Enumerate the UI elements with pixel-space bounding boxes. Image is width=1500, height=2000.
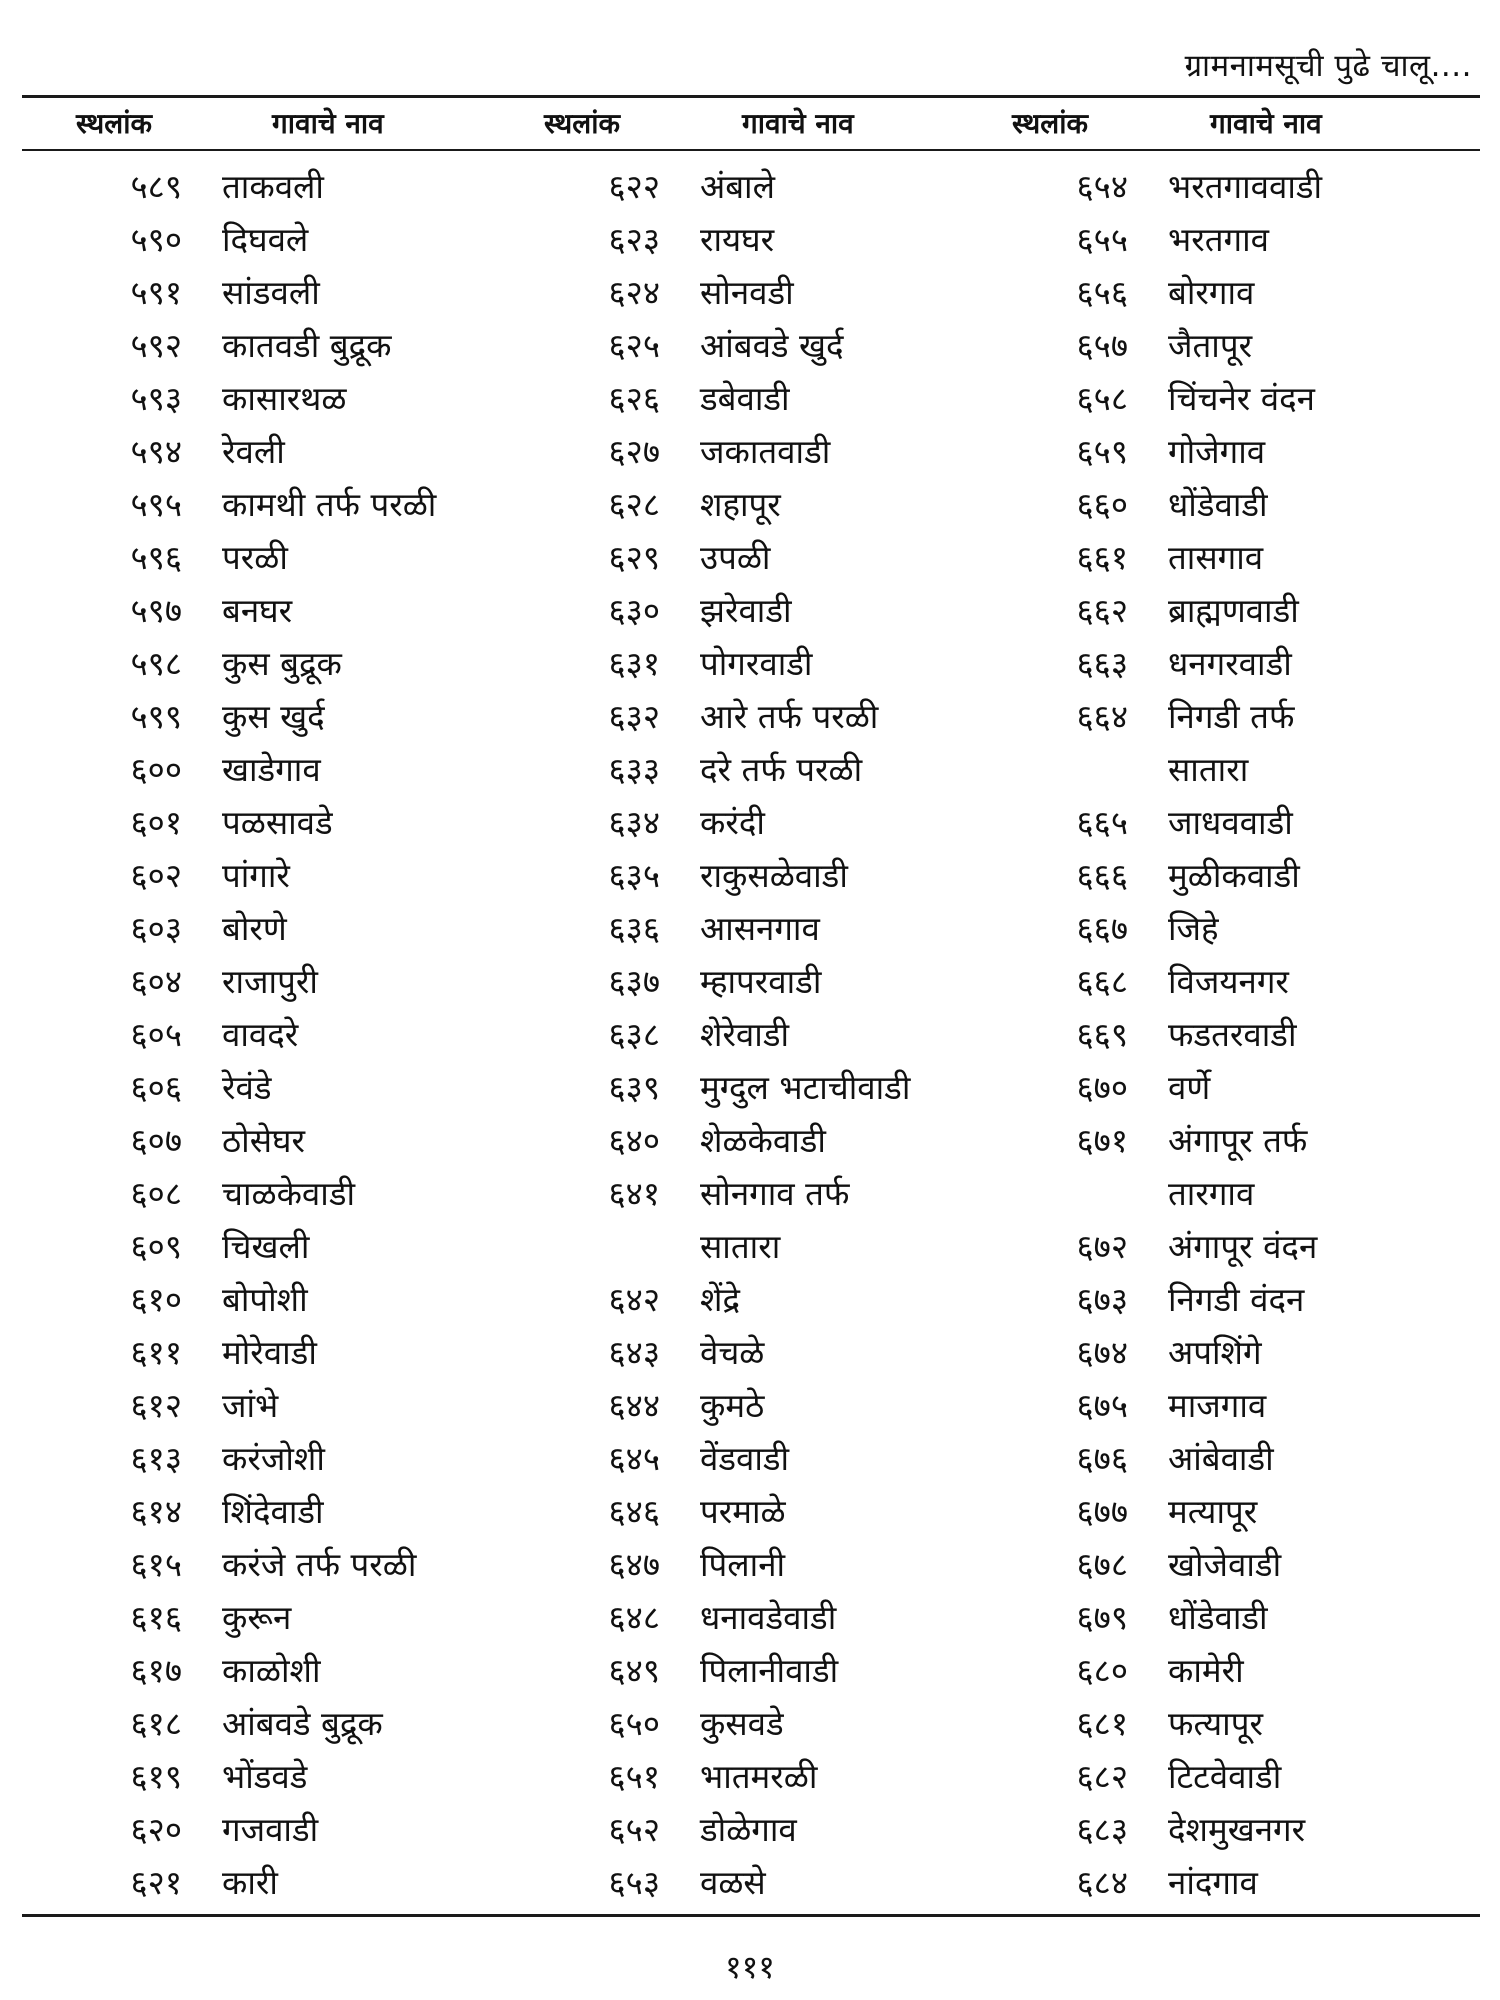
- village-number: ५९६: [130, 538, 182, 577]
- village-number: ६७३: [1076, 1280, 1128, 1319]
- village-number: ६७७: [1076, 1492, 1128, 1531]
- village-number: ५८९: [130, 167, 182, 206]
- village-number: ६३५: [608, 856, 660, 895]
- village-number: ६११: [130, 1333, 182, 1372]
- village-number: ६२०: [130, 1810, 182, 1849]
- village-name: टिटवेवाडी: [1168, 1757, 1282, 1796]
- village-number: ६८३: [1076, 1810, 1128, 1849]
- village-name: आसनगाव: [700, 909, 820, 948]
- village-number: ६५०: [608, 1704, 660, 1743]
- village-name: गोजेगाव: [1168, 432, 1266, 471]
- village-number: ५९९: [130, 697, 182, 736]
- village-name: भातमरळी: [700, 1757, 818, 1796]
- village-number: ६६९: [1076, 1015, 1128, 1054]
- village-name: निगडी वंदन: [1168, 1280, 1305, 1319]
- village-number: ६४८: [608, 1598, 660, 1637]
- village-name: विजयनगर: [1168, 962, 1289, 1001]
- table-row: [0, 849, 1500, 902]
- village-number: ६८४: [1076, 1863, 1128, 1902]
- village-name: खाडेगाव: [222, 750, 321, 789]
- village-number: ६३३: [608, 750, 660, 789]
- village-name: डोळेगाव: [700, 1810, 797, 1849]
- village-number: ६१६: [130, 1598, 182, 1637]
- village-number: ६०८: [130, 1174, 182, 1213]
- village-number: ६१३: [130, 1439, 182, 1478]
- village-number: ६३६: [608, 909, 660, 948]
- village-name: दिघवले: [222, 220, 309, 259]
- table-row: [0, 1167, 1500, 1220]
- village-number: ६१७: [130, 1651, 182, 1690]
- continued-note: ग्रामनामसूची पुढे चालू....: [1184, 48, 1472, 84]
- table-row: [0, 1008, 1500, 1061]
- village-number: ६५३: [608, 1863, 660, 1902]
- village-name: ब्राह्मणवाडी: [1168, 591, 1299, 630]
- village-name: वेचळे: [700, 1333, 765, 1372]
- village-number: ६२८: [608, 485, 660, 524]
- village-name: बोरगाव: [1168, 273, 1255, 312]
- village-name: गजवाडी: [222, 1810, 319, 1849]
- village-name: पिलानीवाडी: [700, 1651, 839, 1690]
- table-row: [0, 902, 1500, 955]
- village-name: कामेरी: [1168, 1651, 1244, 1690]
- village-name: धोंडेवाडी: [1168, 1598, 1268, 1637]
- village-number: ६६५: [1076, 803, 1128, 842]
- village-name: जकातवाडी: [700, 432, 831, 471]
- village-number: ५९०: [130, 220, 182, 259]
- village-number: ६६२: [1076, 591, 1128, 630]
- village-name: धोंडेवाडी: [1168, 485, 1268, 524]
- village-name: दरे तर्फ परळी: [700, 750, 863, 789]
- village-name: वर्णे: [1168, 1068, 1211, 1107]
- village-number: ६४५: [608, 1439, 660, 1478]
- village-number: ६८२: [1076, 1757, 1128, 1796]
- village-number: ६०९: [130, 1227, 182, 1266]
- village-name: आरे तर्फ परळी: [700, 697, 879, 736]
- village-name: म्हापरवाडी: [700, 962, 822, 1001]
- village-name: तारगाव: [1168, 1174, 1255, 1213]
- village-number: ५९८: [130, 644, 182, 683]
- village-name: खोजेवाडी: [1168, 1545, 1282, 1584]
- village-number: ६३२: [608, 697, 660, 736]
- village-number: ५९२: [130, 326, 182, 365]
- village-number: ६६१: [1076, 538, 1128, 577]
- table-row: [0, 478, 1500, 531]
- village-number: ६५१: [608, 1757, 660, 1796]
- village-name: फत्यापूर: [1168, 1704, 1263, 1743]
- village-number: ६४२: [608, 1280, 660, 1319]
- village-name: बनघर: [222, 591, 293, 630]
- village-number: ६२२: [608, 167, 660, 206]
- table-row: [0, 1644, 1500, 1697]
- village-number: ५९१: [130, 273, 182, 312]
- header-rule: [22, 149, 1480, 151]
- village-number: ५९७: [130, 591, 182, 630]
- table-row: [0, 1326, 1500, 1379]
- village-number: ६००: [130, 750, 182, 789]
- village-name: धनगरवाडी: [1168, 644, 1292, 683]
- village-number: ६०१: [130, 803, 182, 842]
- village-name: धनावडेवाडी: [700, 1598, 837, 1637]
- village-number: ६७०: [1076, 1068, 1128, 1107]
- village-name: निगडी तर्फ: [1168, 697, 1295, 736]
- bottom-rule: [22, 1914, 1480, 1917]
- village-number: ६३७: [608, 962, 660, 1001]
- table-row: [0, 1485, 1500, 1538]
- table-row: [0, 1856, 1500, 1909]
- village-name: कासारथळ: [222, 379, 347, 418]
- village-number: ६८०: [1076, 1651, 1128, 1690]
- village-name: परमाळे: [700, 1492, 786, 1531]
- village-name: कातवडी बुद्रूक: [222, 326, 392, 365]
- village-name: माजगाव: [1168, 1386, 1267, 1425]
- village-name: भरतगाव: [1168, 220, 1269, 259]
- table-row: [0, 1432, 1500, 1485]
- column-header-number-3: स्थलांक: [1012, 107, 1088, 140]
- village-name: ठोसेघर: [222, 1121, 306, 1160]
- village-name: कुमठे: [700, 1386, 765, 1425]
- village-name: पोगरवाडी: [700, 644, 813, 683]
- village-number: ६७१: [1076, 1121, 1128, 1160]
- village-name: आंबेवाडी: [1168, 1439, 1274, 1478]
- village-name: जांभे: [222, 1386, 279, 1425]
- village-name: सातारा: [1168, 750, 1249, 789]
- village-name: शेरेवाडी: [700, 1015, 790, 1054]
- village-number: ६१८: [130, 1704, 182, 1743]
- table-row: [0, 266, 1500, 319]
- page-number: १११: [725, 1948, 775, 1986]
- village-name: जिहे: [1168, 909, 1219, 948]
- village-name: पळसावडे: [222, 803, 333, 842]
- table-row: [0, 955, 1500, 1008]
- village-name: पांगारे: [222, 856, 290, 895]
- village-number: ६५२: [608, 1810, 660, 1849]
- table-row: [0, 1591, 1500, 1644]
- table-row: [0, 160, 1500, 213]
- column-header-number-2: स्थलांक: [544, 107, 620, 140]
- table-row: [0, 1750, 1500, 1803]
- table-row: [0, 213, 1500, 266]
- village-number: ६०३: [130, 909, 182, 948]
- village-number: ६३४: [608, 803, 660, 842]
- table-row: [0, 1273, 1500, 1326]
- village-name: झरेवाडी: [700, 591, 792, 630]
- village-number: ६४३: [608, 1333, 660, 1372]
- top-rule: [22, 95, 1480, 98]
- village-number: ६७२: [1076, 1227, 1128, 1266]
- village-name: कुस बुद्रूक: [222, 644, 342, 683]
- village-name: शेळकेवाडी: [700, 1121, 826, 1160]
- village-number: ६०५: [130, 1015, 182, 1054]
- village-number: ६६४: [1076, 697, 1128, 736]
- village-number: ६२६: [608, 379, 660, 418]
- village-name: तासगाव: [1168, 538, 1264, 577]
- village-name: जाधववाडी: [1168, 803, 1293, 842]
- village-name: शिंदेवाडी: [222, 1492, 324, 1531]
- village-name: काळोशी: [222, 1651, 321, 1690]
- village-name: नांदगाव: [1168, 1863, 1258, 1902]
- village-number: ६१०: [130, 1280, 182, 1319]
- table-row: [0, 1379, 1500, 1432]
- village-name: राकुसळेवाडी: [700, 856, 848, 895]
- village-name: अंबाले: [700, 167, 775, 206]
- village-name: रेवली: [222, 432, 285, 471]
- village-name: चिंचनेर वंदन: [1168, 379, 1315, 418]
- village-name: डबेवाडी: [700, 379, 790, 418]
- village-name: वळसे: [700, 1863, 766, 1902]
- village-name: कुसवडे: [700, 1704, 784, 1743]
- village-number: ६१५: [130, 1545, 182, 1584]
- village-name: चाळकेवाडी: [222, 1174, 356, 1213]
- village-name: परळी: [222, 538, 288, 577]
- village-number: ६२५: [608, 326, 660, 365]
- village-name: पिलानी: [700, 1545, 786, 1584]
- village-number: ६४०: [608, 1121, 660, 1160]
- village-number: ६६७: [1076, 909, 1128, 948]
- village-number: ६४६: [608, 1492, 660, 1531]
- village-name: कुरून: [222, 1598, 292, 1637]
- village-number: ६६३: [1076, 644, 1128, 683]
- village-name: मुळीकवाडी: [1168, 856, 1300, 895]
- village-number: ६४९: [608, 1651, 660, 1690]
- village-name: बोपोशी: [222, 1280, 308, 1319]
- village-name: मत्यापूर: [1168, 1492, 1258, 1531]
- village-name: भोंडवडे: [222, 1757, 308, 1796]
- village-number: ६०२: [130, 856, 182, 895]
- village-number: ६६८: [1076, 962, 1128, 1001]
- village-number: ६७९: [1076, 1598, 1128, 1637]
- village-number: ६६६: [1076, 856, 1128, 895]
- village-name: देशमुखनगर: [1168, 1810, 1306, 1849]
- village-number: ६१२: [130, 1386, 182, 1425]
- village-name: करंजे तर्फ परळी: [222, 1545, 417, 1584]
- village-name: जैतापूर: [1168, 326, 1253, 365]
- village-number: ६२३: [608, 220, 660, 259]
- village-number: ६३०: [608, 591, 660, 630]
- village-number: ६५८: [1076, 379, 1128, 418]
- village-name: आंबवडे खुर्द: [700, 326, 844, 365]
- village-number: ५९४: [130, 432, 182, 471]
- village-number: ६१९: [130, 1757, 182, 1796]
- village-number: ६७५: [1076, 1386, 1128, 1425]
- village-name: रायघर: [700, 220, 775, 259]
- village-number: ६४४: [608, 1386, 660, 1425]
- village-name: मुग्दुल भटाचीवाडी: [700, 1068, 911, 1107]
- village-number: ६५७: [1076, 326, 1128, 365]
- village-name: करंदी: [700, 803, 765, 842]
- village-number: ६२९: [608, 538, 660, 577]
- table-row: [0, 1538, 1500, 1591]
- village-name: ताकवली: [222, 167, 324, 206]
- table-row: [0, 531, 1500, 584]
- table-row: [0, 1061, 1500, 1114]
- village-name: शेंद्रे: [700, 1280, 740, 1319]
- table-row: [0, 425, 1500, 478]
- village-name: अपशिंगे: [1168, 1333, 1262, 1372]
- village-name: उपळी: [700, 538, 771, 577]
- village-number: ६३९: [608, 1068, 660, 1107]
- village-name: कारी: [222, 1863, 278, 1902]
- village-name: फडतरवाडी: [1168, 1015, 1297, 1054]
- village-name: सोनगाव तर्फ: [700, 1174, 850, 1213]
- village-number: ६२४: [608, 273, 660, 312]
- village-name: कुस खुर्द: [222, 697, 325, 736]
- village-name: आंबवडे बुद्रूक: [222, 1704, 383, 1743]
- column-header-number-1: स्थलांक: [76, 107, 152, 140]
- village-name: शहापूर: [700, 485, 781, 524]
- village-name: भरतगाववाडी: [1168, 167, 1323, 206]
- village-number: ६०४: [130, 962, 182, 1001]
- table-row: [0, 1803, 1500, 1856]
- village-number: ६०७: [130, 1121, 182, 1160]
- village-name: अंगापूर तर्फ: [1168, 1121, 1308, 1160]
- village-name: सातारा: [700, 1227, 781, 1266]
- column-header-name-3: गावाचे नाव: [1210, 107, 1322, 140]
- village-name: करंजोशी: [222, 1439, 325, 1478]
- village-name: सोनवडी: [700, 273, 794, 312]
- table-row: [0, 796, 1500, 849]
- table-row: [0, 637, 1500, 690]
- village-number: ६५४: [1076, 167, 1128, 206]
- table-row: [0, 1697, 1500, 1750]
- table-row: [0, 1114, 1500, 1167]
- village-number: ६१४: [130, 1492, 182, 1531]
- column-header-name-1: गावाचे नाव: [272, 107, 384, 140]
- village-number: ६०६: [130, 1068, 182, 1107]
- village-name: राजापुरी: [222, 962, 318, 1001]
- village-number: ६५५: [1076, 220, 1128, 259]
- table-row: [0, 584, 1500, 637]
- village-number: ५९५: [130, 485, 182, 524]
- village-name: वेंडवाडी: [700, 1439, 790, 1478]
- village-number: ६३८: [608, 1015, 660, 1054]
- village-name: अंगापूर वंदन: [1168, 1227, 1318, 1266]
- village-number: ६७८: [1076, 1545, 1128, 1584]
- village-number: ६७६: [1076, 1439, 1128, 1478]
- village-number: ६६०: [1076, 485, 1128, 524]
- table-row: [0, 372, 1500, 425]
- village-name: रेवंडे: [222, 1068, 272, 1107]
- village-number: ६८१: [1076, 1704, 1128, 1743]
- table-row: [0, 690, 1500, 743]
- table-row: [0, 1220, 1500, 1273]
- village-name: बोरणे: [222, 909, 287, 948]
- village-number: ६५९: [1076, 432, 1128, 471]
- table-row: [0, 319, 1500, 372]
- village-number: ६२१: [130, 1863, 182, 1902]
- village-name: मोरेवाडी: [222, 1333, 317, 1372]
- village-name: वावदरे: [222, 1015, 299, 1054]
- column-header-name-2: गावाचे नाव: [742, 107, 854, 140]
- village-number: ६४१: [608, 1174, 660, 1213]
- village-number: ६३१: [608, 644, 660, 683]
- village-name: चिखली: [222, 1227, 310, 1266]
- village-number: ६२७: [608, 432, 660, 471]
- village-number: ६५६: [1076, 273, 1128, 312]
- table-row: [0, 743, 1500, 796]
- village-number: ६७४: [1076, 1333, 1128, 1372]
- village-name: सांडवली: [222, 273, 320, 312]
- village-number: ६४७: [608, 1545, 660, 1584]
- village-number: ५९३: [130, 379, 182, 418]
- village-name: कामथी तर्फ परळी: [222, 485, 437, 524]
